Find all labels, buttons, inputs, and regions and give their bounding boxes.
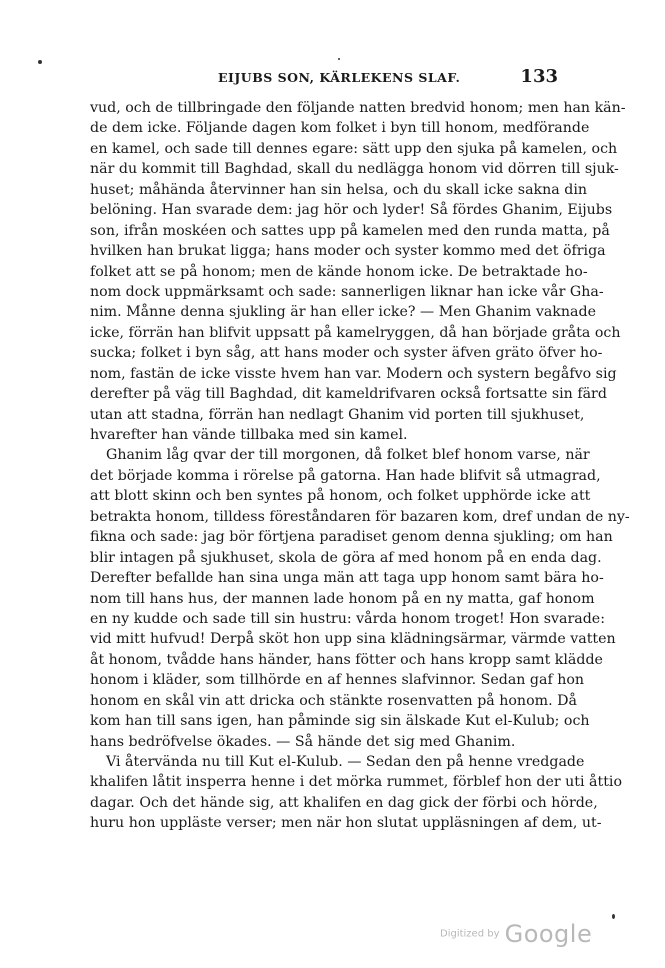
- text-line: fikna och sade: jag bör förtjena paradiset genom denna sjukling; om han: [90, 529, 613, 546]
- text-line: belöning. Han svarade dem: jag hör och lyder! Så fördes Ghanim, Eijubs: [90, 202, 613, 219]
- google-logo: Google: [504, 920, 593, 948]
- ink-speck: [612, 914, 615, 919]
- page-header: [88, 66, 558, 90]
- running-title: EIJUBS SON, KÄRLEKENS SLAF.: [218, 70, 461, 85]
- text-line: nom till hans hus, der mannen lade honom på en ny matta, gaf honom: [90, 590, 595, 607]
- text-line: det började komma i rörelse på gatorna. Han hade blifvit så utmagrad,: [90, 467, 601, 484]
- text-line: Vi återvända nu till Kut el-Kulub. — Sedan den på henne vredgade: [106, 754, 585, 770]
- text-line: huset; måhända återvinner han sin helsa, och du skall icke sakna din: [90, 181, 587, 198]
- digitization-watermark: [440, 920, 592, 950]
- text-line: åt honom, tvådde hans händer, hans fötter och hans kropp samt klädde: [90, 651, 603, 668]
- text-line: icke, förrän han blifvit uppsatt på kamelryggen, då han började gråta och: [90, 324, 621, 341]
- text-line: honom en skål vin att dricka och stänkte rosenvatten på honom. Då: [90, 692, 577, 709]
- text-line: Derefter befallde han sina unga män att taga upp honom samt bära ho-: [90, 570, 604, 587]
- text-line: de dem icke. Följande dagen kom folket i byn till honom, medförande: [90, 120, 590, 137]
- text-line: när du kommit till Baghdad, skall du nedlägga honom vid dörren till sjuk-: [90, 161, 619, 178]
- text-line: nom, fastän de icke visste hvem han var. Modern och systern begåfvo sig: [90, 365, 617, 382]
- text-line: att blott skinn och ben syntes på honom, och folket upphörde icke att: [90, 488, 591, 505]
- text-line: nom dock uppmärksamt och sade: sannerligen liknar han icke vår Gha-: [90, 283, 604, 300]
- text-line: hvarefter han vände tillbaka med sin kamel.: [90, 427, 408, 443]
- text-line: huru hon uppläste verser; men när hon slutat uppläsningen af dem, ut-: [90, 815, 602, 832]
- text-line: en kamel, och sade till dennes egare: sätt upp den sjuka på kamelen, och: [90, 140, 618, 157]
- page-number: 133: [520, 66, 558, 87]
- text-line: derefter på väg till Baghdad, dit kameldrifvaren också fortsatte sin färd: [90, 386, 607, 403]
- ink-speck: [338, 58, 340, 60]
- text-line: folket att se på honom; men de kände honom icke. De betraktade ho-: [90, 263, 588, 280]
- text-line: betrakta honom, tilldess föreståndaren för bazaren kom, dref undan de ny-: [90, 508, 630, 525]
- text-line: utan att stadna, förrän han nedlagt Ghanim vid porten till sjukhuset,: [90, 406, 585, 423]
- ink-speck: [38, 60, 42, 64]
- text-line: Ghanim låg qvar der till morgonen, då folket blef honom varse, när: [106, 447, 590, 464]
- text-line: en ny kudde och sade till sin hustru: vårda honom troget! Hon svarade:: [90, 610, 605, 627]
- text-line: hans bedröfvelse ökades. — Så hände det sig med Ghanim.: [90, 733, 516, 750]
- text-line: khalifen låtit insperra henne i det mörka rummet, förblef hon der uti åttio: [90, 774, 622, 791]
- text-line: blir intagen på sjukhuset, skola de göra af med honom på en enda dag.: [90, 549, 602, 566]
- text-line: honom i kläder, som tillhörde en af hennes slafvinnor. Sedan gaf hon: [90, 672, 585, 689]
- watermark-prefix: Digitized by: [440, 928, 500, 940]
- text-line: nim. Månne denna sjukling är han eller icke? — Men Ghanim vaknade: [90, 304, 596, 321]
- text-line: hvilken han brukat ligga; hans moder och syster kommo med det öfriga: [90, 243, 606, 260]
- text-line: sucka; folket i byn såg, att hans moder och syster äfven gräto öfver ho-: [90, 345, 603, 362]
- text-line: vud, och de tillbringade den följande natten bredvid honom; men han kän-: [90, 100, 626, 116]
- text-line: dagar. Och det hände sig, att khalifen en dag gick der förbi och hörde,: [90, 794, 598, 811]
- text-line: son, ifrån moskéen och sattes upp på kamelen med den runda matta, på: [90, 222, 610, 239]
- text-line: kom han till sans igen, han påminde sig sin älskade Kut el-Kulub; och: [90, 713, 590, 730]
- page-body: [90, 98, 630, 834]
- text-line: vid mitt hufvud! Derpå sköt hon upp sina klädningsärmar, värmde vatten: [90, 631, 616, 648]
